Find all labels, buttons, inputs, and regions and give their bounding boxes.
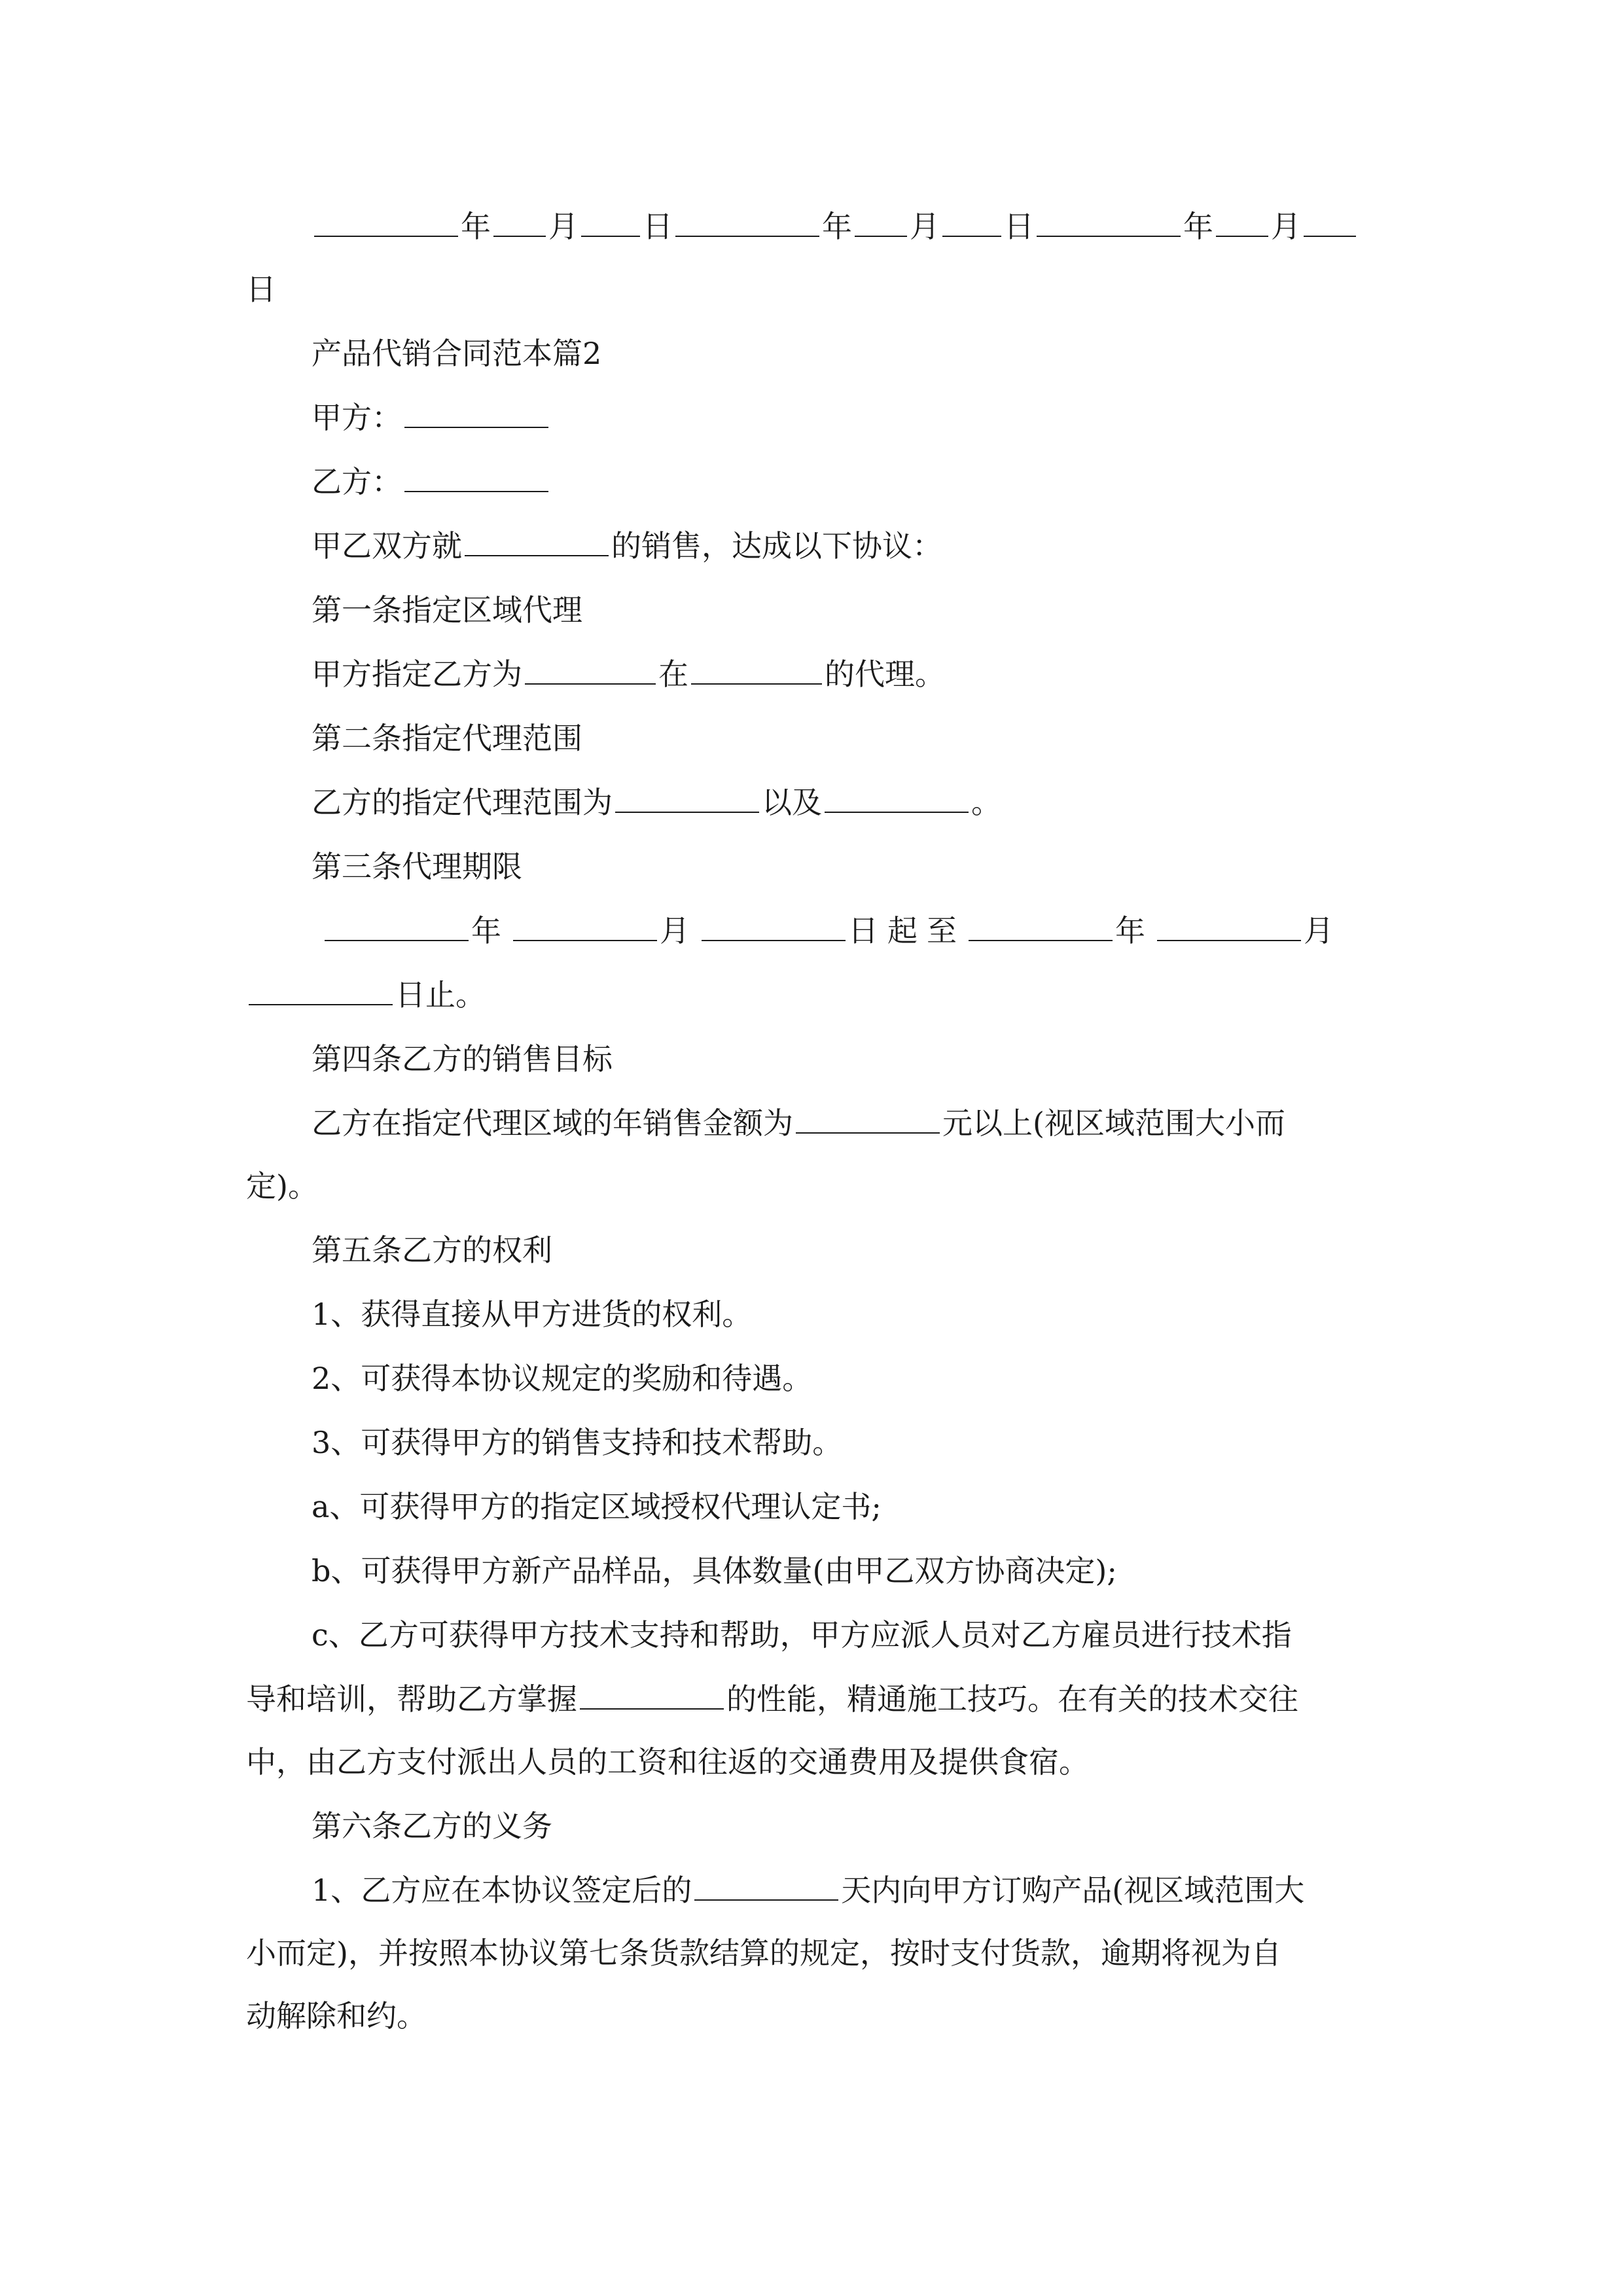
intro-line bbox=[312, 526, 942, 565]
blank bbox=[615, 785, 759, 813]
month-label: 月 bbox=[548, 209, 579, 244]
article-5-item-c: c、乙方可获得甲方技术支持和帮助，甲方应派人员对乙方雇员进行技术指 bbox=[312, 1617, 1292, 1653]
blank bbox=[694, 1873, 838, 1901]
party-a-label: 甲方： bbox=[312, 400, 402, 435]
blank bbox=[969, 914, 1113, 941]
year-label: 年 bbox=[1115, 913, 1154, 948]
art5-c-suffix: 的性能，精通施工技巧。在有关的技术交往 bbox=[726, 1681, 1298, 1717]
blank bbox=[314, 209, 458, 237]
article-4-heading: 第四条乙方的销售目标 bbox=[312, 1041, 613, 1077]
article-5-item-1: 1、获得直接从甲方进货的权利。 bbox=[312, 1297, 753, 1332]
blank bbox=[1037, 209, 1181, 237]
party-b-line bbox=[312, 462, 551, 501]
blank bbox=[691, 657, 822, 685]
art2-suffix: 。 bbox=[971, 785, 1001, 820]
article-5-heading: 第五条乙方的权利 bbox=[312, 1232, 552, 1268]
party-b-blank bbox=[404, 465, 548, 492]
year-label: 年 bbox=[471, 913, 510, 948]
art3-start-suffix: 日起至 bbox=[848, 913, 966, 948]
party-a-line bbox=[312, 398, 551, 437]
blank bbox=[942, 209, 1001, 237]
article-5-item-2: 2、可获得本协议规定的奖励和待遇。 bbox=[312, 1361, 813, 1396]
day-label: 日 bbox=[1004, 209, 1034, 244]
article-4-text-cont: 定)。 bbox=[246, 1168, 318, 1204]
article-5-item-c-line-2 bbox=[246, 1679, 1298, 1719]
month-label: 月 bbox=[1304, 913, 1343, 948]
blank bbox=[675, 209, 819, 237]
blank bbox=[825, 785, 969, 813]
year-label: 年 bbox=[822, 209, 852, 244]
art4-prefix: 乙方在指定代理区域的年销售金额为 bbox=[312, 1105, 793, 1141]
party-a-blank bbox=[404, 401, 548, 428]
article-6-item-1-line-3: 动解除和约。 bbox=[246, 1998, 427, 2034]
blank bbox=[796, 1106, 940, 1134]
year-label: 年 bbox=[461, 209, 491, 244]
article-4-text bbox=[312, 1103, 1285, 1143]
art2-prefix: 乙方的指定代理范围为 bbox=[312, 785, 613, 820]
blank bbox=[1157, 914, 1301, 941]
month-label: 月 bbox=[1271, 209, 1301, 244]
blank bbox=[493, 209, 546, 237]
article-6-item-1-line-2: 小而定)，并按照本协议第七条货款结算的规定，按时支付货款，逾期将视为自 bbox=[246, 1935, 1281, 1971]
blank bbox=[702, 914, 846, 941]
art3-end-suffix: 日止。 bbox=[395, 977, 486, 1013]
blank bbox=[513, 914, 657, 941]
blank bbox=[855, 209, 907, 237]
article-2-text bbox=[312, 783, 1001, 822]
article-6-item-1 bbox=[312, 1871, 1304, 1910]
article-3-heading: 第三条代理期限 bbox=[312, 849, 522, 884]
intro-prefix: 甲乙双方就 bbox=[312, 528, 462, 564]
blank bbox=[465, 529, 609, 556]
month-label: 月 bbox=[910, 209, 940, 244]
article-3-period bbox=[322, 911, 1343, 950]
art1-prefix: 甲方指定乙方为 bbox=[312, 656, 522, 692]
blank bbox=[525, 657, 656, 685]
date-row bbox=[312, 207, 1359, 246]
blank bbox=[1216, 209, 1268, 237]
year-label: 年 bbox=[1183, 209, 1213, 244]
contract-title: 产品代销合同范本篇2 bbox=[312, 336, 602, 371]
month-label: 月 bbox=[660, 913, 699, 948]
party-b-label: 乙方： bbox=[312, 464, 402, 499]
art1-suffix: 的代理。 bbox=[825, 656, 945, 692]
article-5-item-c-line-3: 中，由乙方支付派出人员的工资和往返的交通费用及提供食宿。 bbox=[246, 1744, 1089, 1780]
article-3-period-cont bbox=[246, 975, 486, 1014]
article-6-heading: 第六条乙方的义务 bbox=[312, 1808, 552, 1844]
art6-suffix: 天内向甲方订购产品(视区域范围大 bbox=[841, 1873, 1305, 1908]
day-label: 日 bbox=[643, 209, 673, 244]
blank bbox=[581, 209, 640, 237]
art6-prefix: 1、乙方应在本协议签定后的 bbox=[312, 1873, 692, 1908]
art5-c-prefix: 导和培训，帮助乙方掌握 bbox=[246, 1681, 577, 1717]
art2-mid: 以及 bbox=[762, 785, 822, 820]
article-5-item-a: a、可获得甲方的指定区域授权代理认定书; bbox=[312, 1489, 882, 1524]
blank bbox=[580, 1682, 724, 1710]
article-1-text bbox=[312, 655, 945, 694]
article-2-heading: 第二条指定代理范围 bbox=[312, 721, 582, 756]
date-row-cont: 日 bbox=[246, 272, 276, 307]
article-1-heading: 第一条指定区域代理 bbox=[312, 592, 582, 628]
art1-mid: 在 bbox=[658, 656, 688, 692]
blank bbox=[325, 914, 469, 941]
art4-suffix: 元以上(视区域范围大小而 bbox=[942, 1105, 1285, 1141]
article-5-item-3: 3、可获得甲方的销售支持和技术帮助。 bbox=[312, 1425, 843, 1460]
article-5-item-b: b、可获得甲方新产品样品，具体数量(由甲乙双方协商决定); bbox=[312, 1553, 1117, 1588]
blank bbox=[249, 978, 393, 1005]
blank bbox=[1304, 209, 1356, 237]
intro-suffix: 的销售，达成以下协议： bbox=[611, 528, 942, 564]
